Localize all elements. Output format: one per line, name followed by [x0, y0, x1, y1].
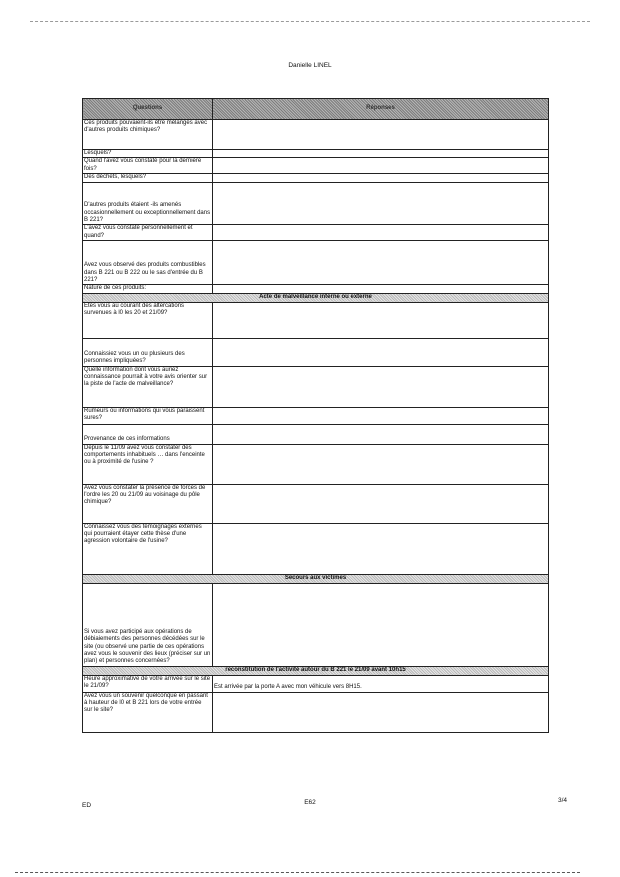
- answer-cell: [213, 484, 549, 523]
- answer-cell: [213, 150, 549, 158]
- question-cell: Avez vous observé des produits combustibles dans B 221 ou B 222 ou le sas d'entrée du B 221?: [83, 241, 213, 285]
- footer-reference: E62: [304, 799, 316, 806]
- answer-cell: [213, 285, 549, 293]
- answer-cell: [213, 241, 549, 285]
- answer-cell: [213, 183, 549, 225]
- answer-cell: [213, 366, 549, 407]
- question-cell: Heure approximative de votre arrivée sur le site le 21/09?: [83, 675, 213, 692]
- question-cell: Rumeurs ou informations qui vous paraissent sures?: [83, 407, 213, 424]
- answer-cell: [213, 225, 549, 241]
- table-row: [83, 692, 549, 732]
- table-row: [83, 583, 549, 666]
- table-row: [83, 484, 549, 523]
- questions-column-header: Questions: [83, 99, 213, 120]
- section-title-reconstitution: reconstitution de l'activité autour du B 221 le 21/09 avant 10h15: [83, 666, 549, 675]
- question-cell: Avez vous constater la présence de forces de l'ordre les 20 ou 21/09 au voisinage du pôle chimique?: [83, 484, 213, 523]
- page-header-name: Danielle LINEL: [288, 62, 332, 69]
- table-row: [83, 150, 549, 158]
- table-row: [83, 407, 549, 424]
- question-cell: Quand l'avez vous constaté pour la dernière fois?: [83, 158, 213, 174]
- bottom-scan-rule: [15, 872, 580, 873]
- answer-cell: [213, 120, 549, 150]
- section-row: [83, 293, 549, 302]
- table-header-row: [83, 99, 549, 120]
- question-cell: Quelle information dont vous auriez connaissance pourrait à votre avis orienter sur la piste de l'acte de malveillance?: [83, 366, 213, 407]
- answer-cell: [213, 158, 549, 174]
- answer-cell: [213, 692, 549, 732]
- table-row: [83, 174, 549, 183]
- answer-cell: [213, 407, 549, 424]
- questionnaire-table: [82, 98, 549, 733]
- section-title-malveillance: Acte de malveillance interne ou externe: [83, 293, 549, 302]
- answer-cell: [213, 444, 549, 484]
- answer-cell: [213, 338, 549, 366]
- section-title-secours: Secours aux victimes: [83, 574, 549, 583]
- table-row: [83, 444, 549, 484]
- question-cell: Connaissiez vous un ou plusieurs des personnes impliquées?: [83, 338, 213, 366]
- table-row: [83, 523, 549, 574]
- answer-cell: [213, 174, 549, 183]
- table-row: [83, 424, 549, 444]
- question-cell: L'avez vous constaté personnellement et quand?: [83, 225, 213, 241]
- table-row: [83, 338, 549, 366]
- footer-initials: ED: [82, 802, 92, 809]
- page-number: 3/4: [558, 797, 568, 804]
- table-row: [83, 225, 549, 241]
- answer-cell: [213, 583, 549, 666]
- question-cell: D'autres produits étaient -ils amenés occasionnellement ou exceptionnellement dans B 221?: [83, 183, 213, 225]
- section-row: [83, 574, 549, 583]
- table-row: [83, 285, 549, 293]
- table-row: [83, 366, 549, 407]
- section-row: [83, 666, 549, 675]
- table-row: [83, 302, 549, 338]
- answers-column-header: Réponses: [213, 99, 549, 120]
- table-row: [83, 158, 549, 174]
- question-cell: Avez vous un souvenir quelconque en passant à hauteur de l0 et B 221 lors de votre entrée sur le site?: [83, 692, 213, 732]
- question-cell: Ces produits pouvaient-ils être mélangés avec d'autres produits chimiques?: [83, 120, 213, 150]
- table-row: [83, 675, 549, 692]
- table-row: [83, 241, 549, 285]
- question-cell: Provenance de ces informations: [83, 424, 213, 444]
- question-cell: Des déchets, lesquels?: [83, 174, 213, 183]
- answer-cell: [213, 424, 549, 444]
- answer-cell: [213, 523, 549, 574]
- top-scan-rule: [30, 21, 590, 22]
- table-row: [83, 120, 549, 150]
- table-row: [83, 183, 549, 225]
- answer-cell: Est arrivée par la porte A avec mon véhicule vers 8H15.: [213, 675, 549, 692]
- question-cell: Si vous avez participé aux opérations de débiaiements des personnes décédées sur le site (ou observé une partie de ces opérations avez vous le souvenir des lieux (préciser sur un plan) et personnes concernées?: [83, 583, 213, 666]
- answer-cell: [213, 302, 549, 338]
- question-cell: Nature de ces produits:: [83, 285, 213, 293]
- question-cell: Lesquels?: [83, 150, 213, 158]
- question-cell: Depuis le 11/09 avez vous constater des comportements inhabituels … dans l'enceinte ou à proximité de l'usine ?: [83, 444, 213, 484]
- question-cell: Connaissez vous des témoignages externes qui pourraient étayer cette thèse d'une agression volontaire de l'usine?: [83, 523, 213, 574]
- question-cell: Êtes vous au courant des altercations survenues à l0 les 20 et 21/09?: [83, 302, 213, 338]
